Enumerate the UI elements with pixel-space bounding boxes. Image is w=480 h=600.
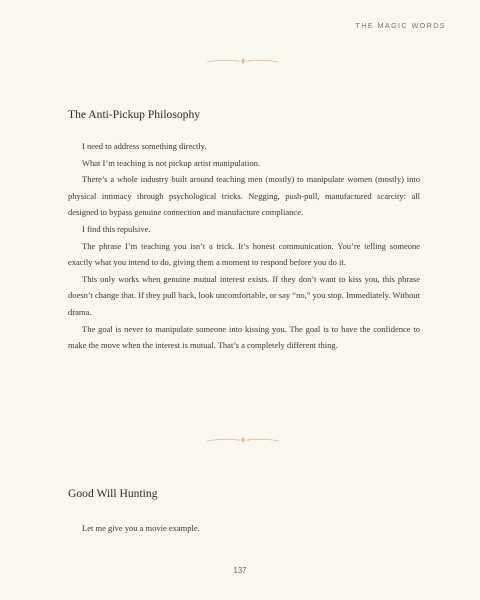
paragraph: Let me give you a movie example.: [82, 523, 200, 533]
section-heading-anti-pickup: The Anti-Pickup Philosophy: [68, 108, 201, 121]
paragraph: I find this repulsive.: [82, 223, 151, 234]
section-divider-ornament: [206, 57, 280, 65]
paragraph: The phrase I’m teaching you isn’t a trick. It’s honest communication. You’re telling someone exactly what you intend to do, giving them a moment to respond before you do it.: [68, 240, 420, 268]
paragraph: This only works when genuine mutual interest exists. If they don’t want to kiss you, this phrase doesn’t change that. If they pull back, look uncomfortable, or say “no,” you stop. Immediately. Without drama.: [68, 273, 420, 317]
paragraph: I need to address something directly.: [82, 141, 207, 151]
section-body-good-will-hunting: [68, 520, 420, 537]
flourish-icon: [206, 57, 280, 65]
flourish-icon: [206, 436, 280, 444]
paragraph: What I’m teaching is not pickup artist manipulation.: [82, 157, 260, 168]
section-divider-ornament: [206, 436, 280, 444]
section-heading-good-will-hunting: Good Will Hunting: [68, 487, 158, 500]
paragraph: There’s a whole industry built around teaching men (mostly) to manipulate women (mostly) into physical intimacy through psychological tricks. Negging, push-pull, manufactured scarcity: all designed to bypass genuine connection and manufacture compliance.: [68, 174, 420, 218]
running-header: THE MAGIC WORDS: [355, 21, 446, 30]
paragraph: The goal is never to manipulate someone into kissing you. The goal is to have the confidence to make the move when the interest is mutual. That’s a completely different thing.: [68, 323, 420, 351]
page-number: 137: [233, 566, 247, 575]
section-body-anti-pickup: [68, 138, 420, 354]
